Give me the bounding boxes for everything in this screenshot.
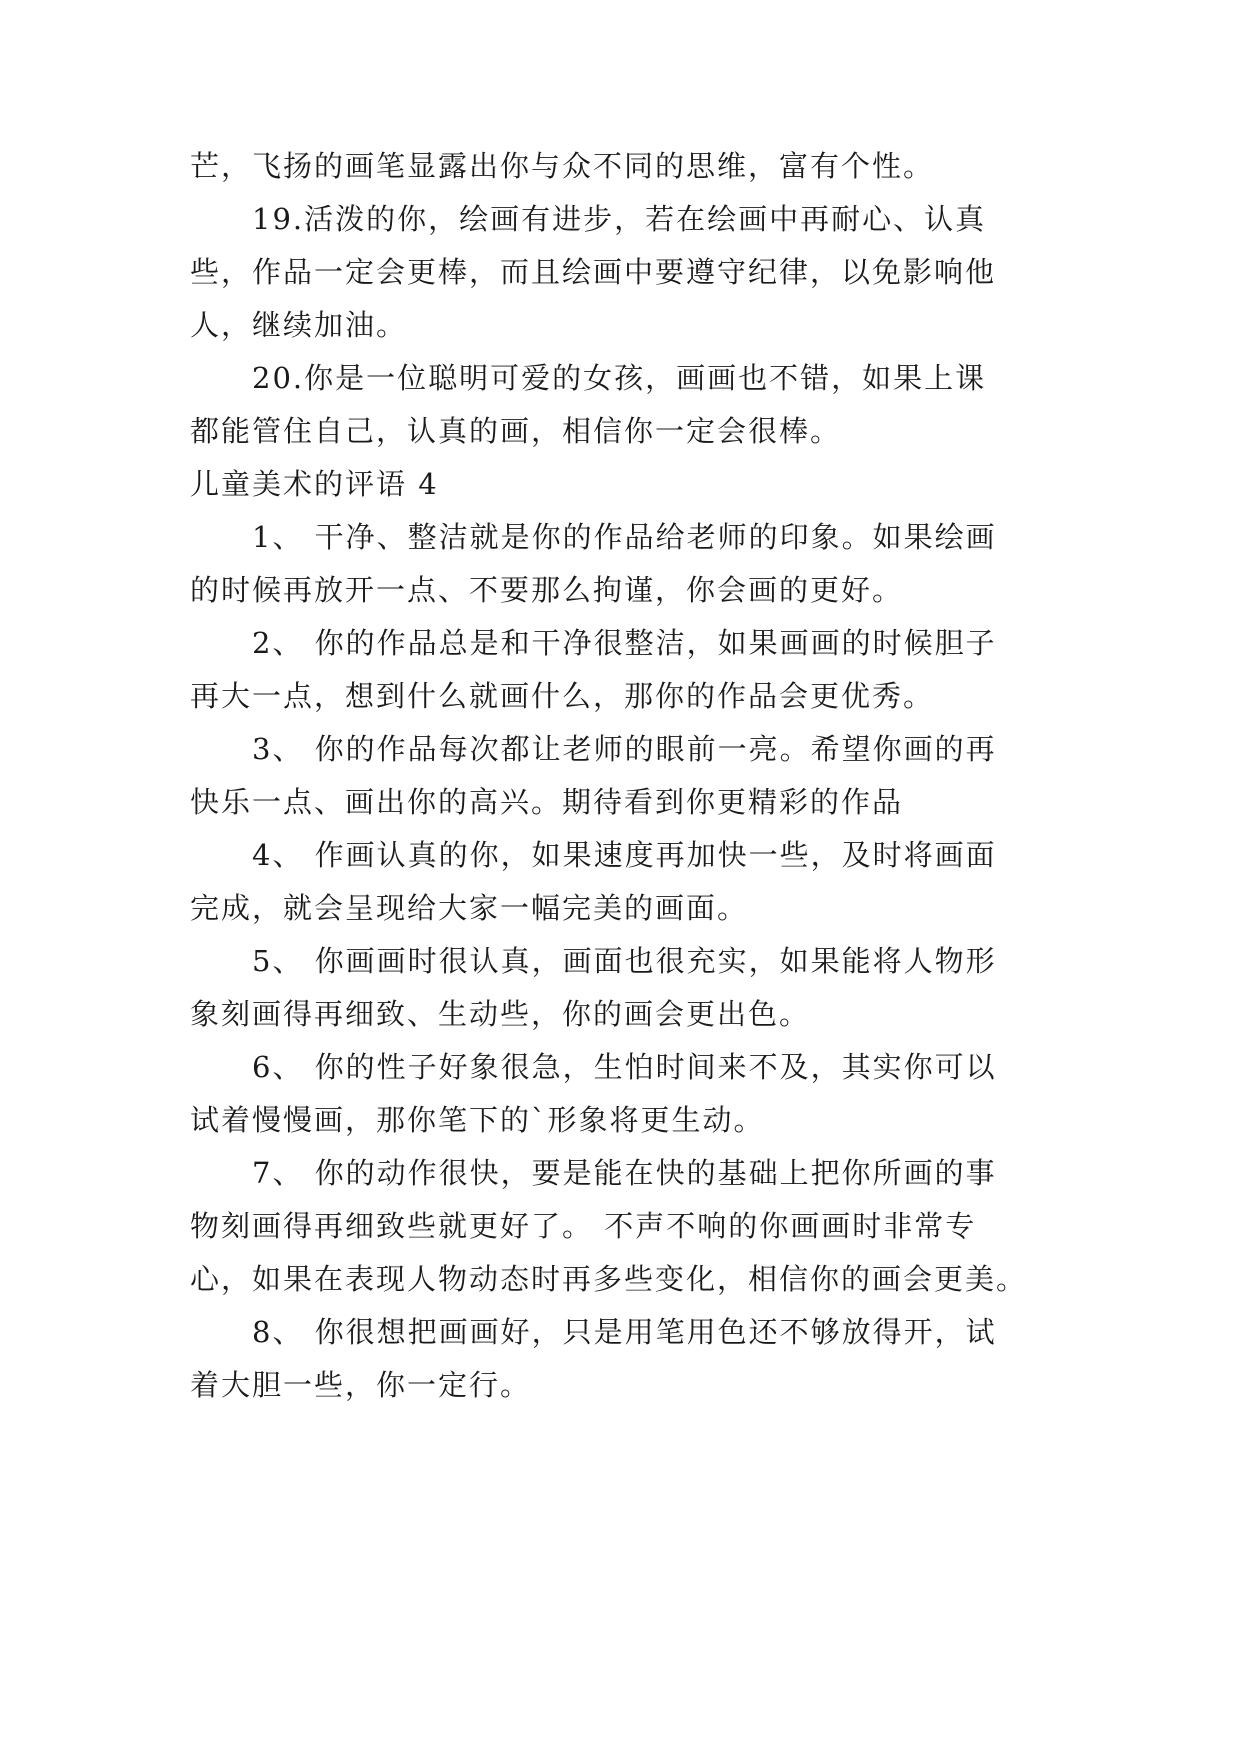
- text-line: 试着慢慢画，那你笔下的`形象将更生动。: [190, 1103, 765, 1137]
- text-line: 1、 干净、整洁就是你的作品给老师的印象。如果绘画: [252, 520, 997, 554]
- text-line: 快乐一点、画出你的高兴。期待看到你更精彩的作品: [190, 785, 904, 819]
- text-line: 物刻画得再细致些就更好了。 不声不响的你画画时非常专: [190, 1209, 977, 1243]
- text-line: 3、 你的作品每次都让老师的眼前一亮。希望你画的再: [252, 732, 997, 766]
- text-line: 4、 作画认真的你，如果速度再加快一些，及时将画面: [252, 838, 997, 872]
- text-line: 心，如果在表现人物动态时再多些变化，相信你的画会更美。: [190, 1262, 1028, 1296]
- text-line: 着大胆一些，你一定行。: [190, 1368, 532, 1402]
- text-line: 芒，飞扬的画笔显露出你与众不同的思维，富有个性。: [190, 149, 935, 183]
- text-line: 20.你是一位聪明可爱的女孩，画画也不错，如果上课: [252, 361, 987, 395]
- text-line: 7、 你的动作很快，要是能在快的基础上把你所画的事: [252, 1156, 997, 1190]
- text-line: 的时候再放开一点、不要那么拘谨，你会画的更好。: [190, 573, 904, 607]
- text-line: 再大一点，想到什么就画什么，那你的作品会更优秀。: [190, 679, 935, 713]
- text-line: 6、 你的性子好象很急，生怕时间来不及，其实你可以: [252, 1050, 997, 1084]
- text-line: 都能管住自己，认真的画，相信你一定会很棒。: [190, 414, 842, 448]
- text-line: 5、 你画画时很认真，画面也很充实，如果能将人物形: [252, 944, 997, 978]
- text-line: 完成，就会呈现给大家一幅完美的画面。: [190, 891, 749, 925]
- text-line: 些，作品一定会更棒，而且绘画中要遵守纪律，以免影响他: [190, 255, 997, 289]
- text-line: 人，继续加油。: [190, 308, 408, 342]
- text-line: 19.活泼的你，绘画有进步，若在绘画中再耐心、认真: [252, 202, 987, 236]
- text-line: 8、 你很想把画画好，只是用笔用色还不够放得开，试: [252, 1315, 997, 1349]
- section-heading: 儿童美术的评语 4: [190, 467, 439, 501]
- text-line: 2、 你的作品总是和干净很整洁，如果画画的时候胆子: [252, 626, 997, 660]
- text-line: 象刻画得再细致、生动些，你的画会更出色。: [190, 997, 811, 1031]
